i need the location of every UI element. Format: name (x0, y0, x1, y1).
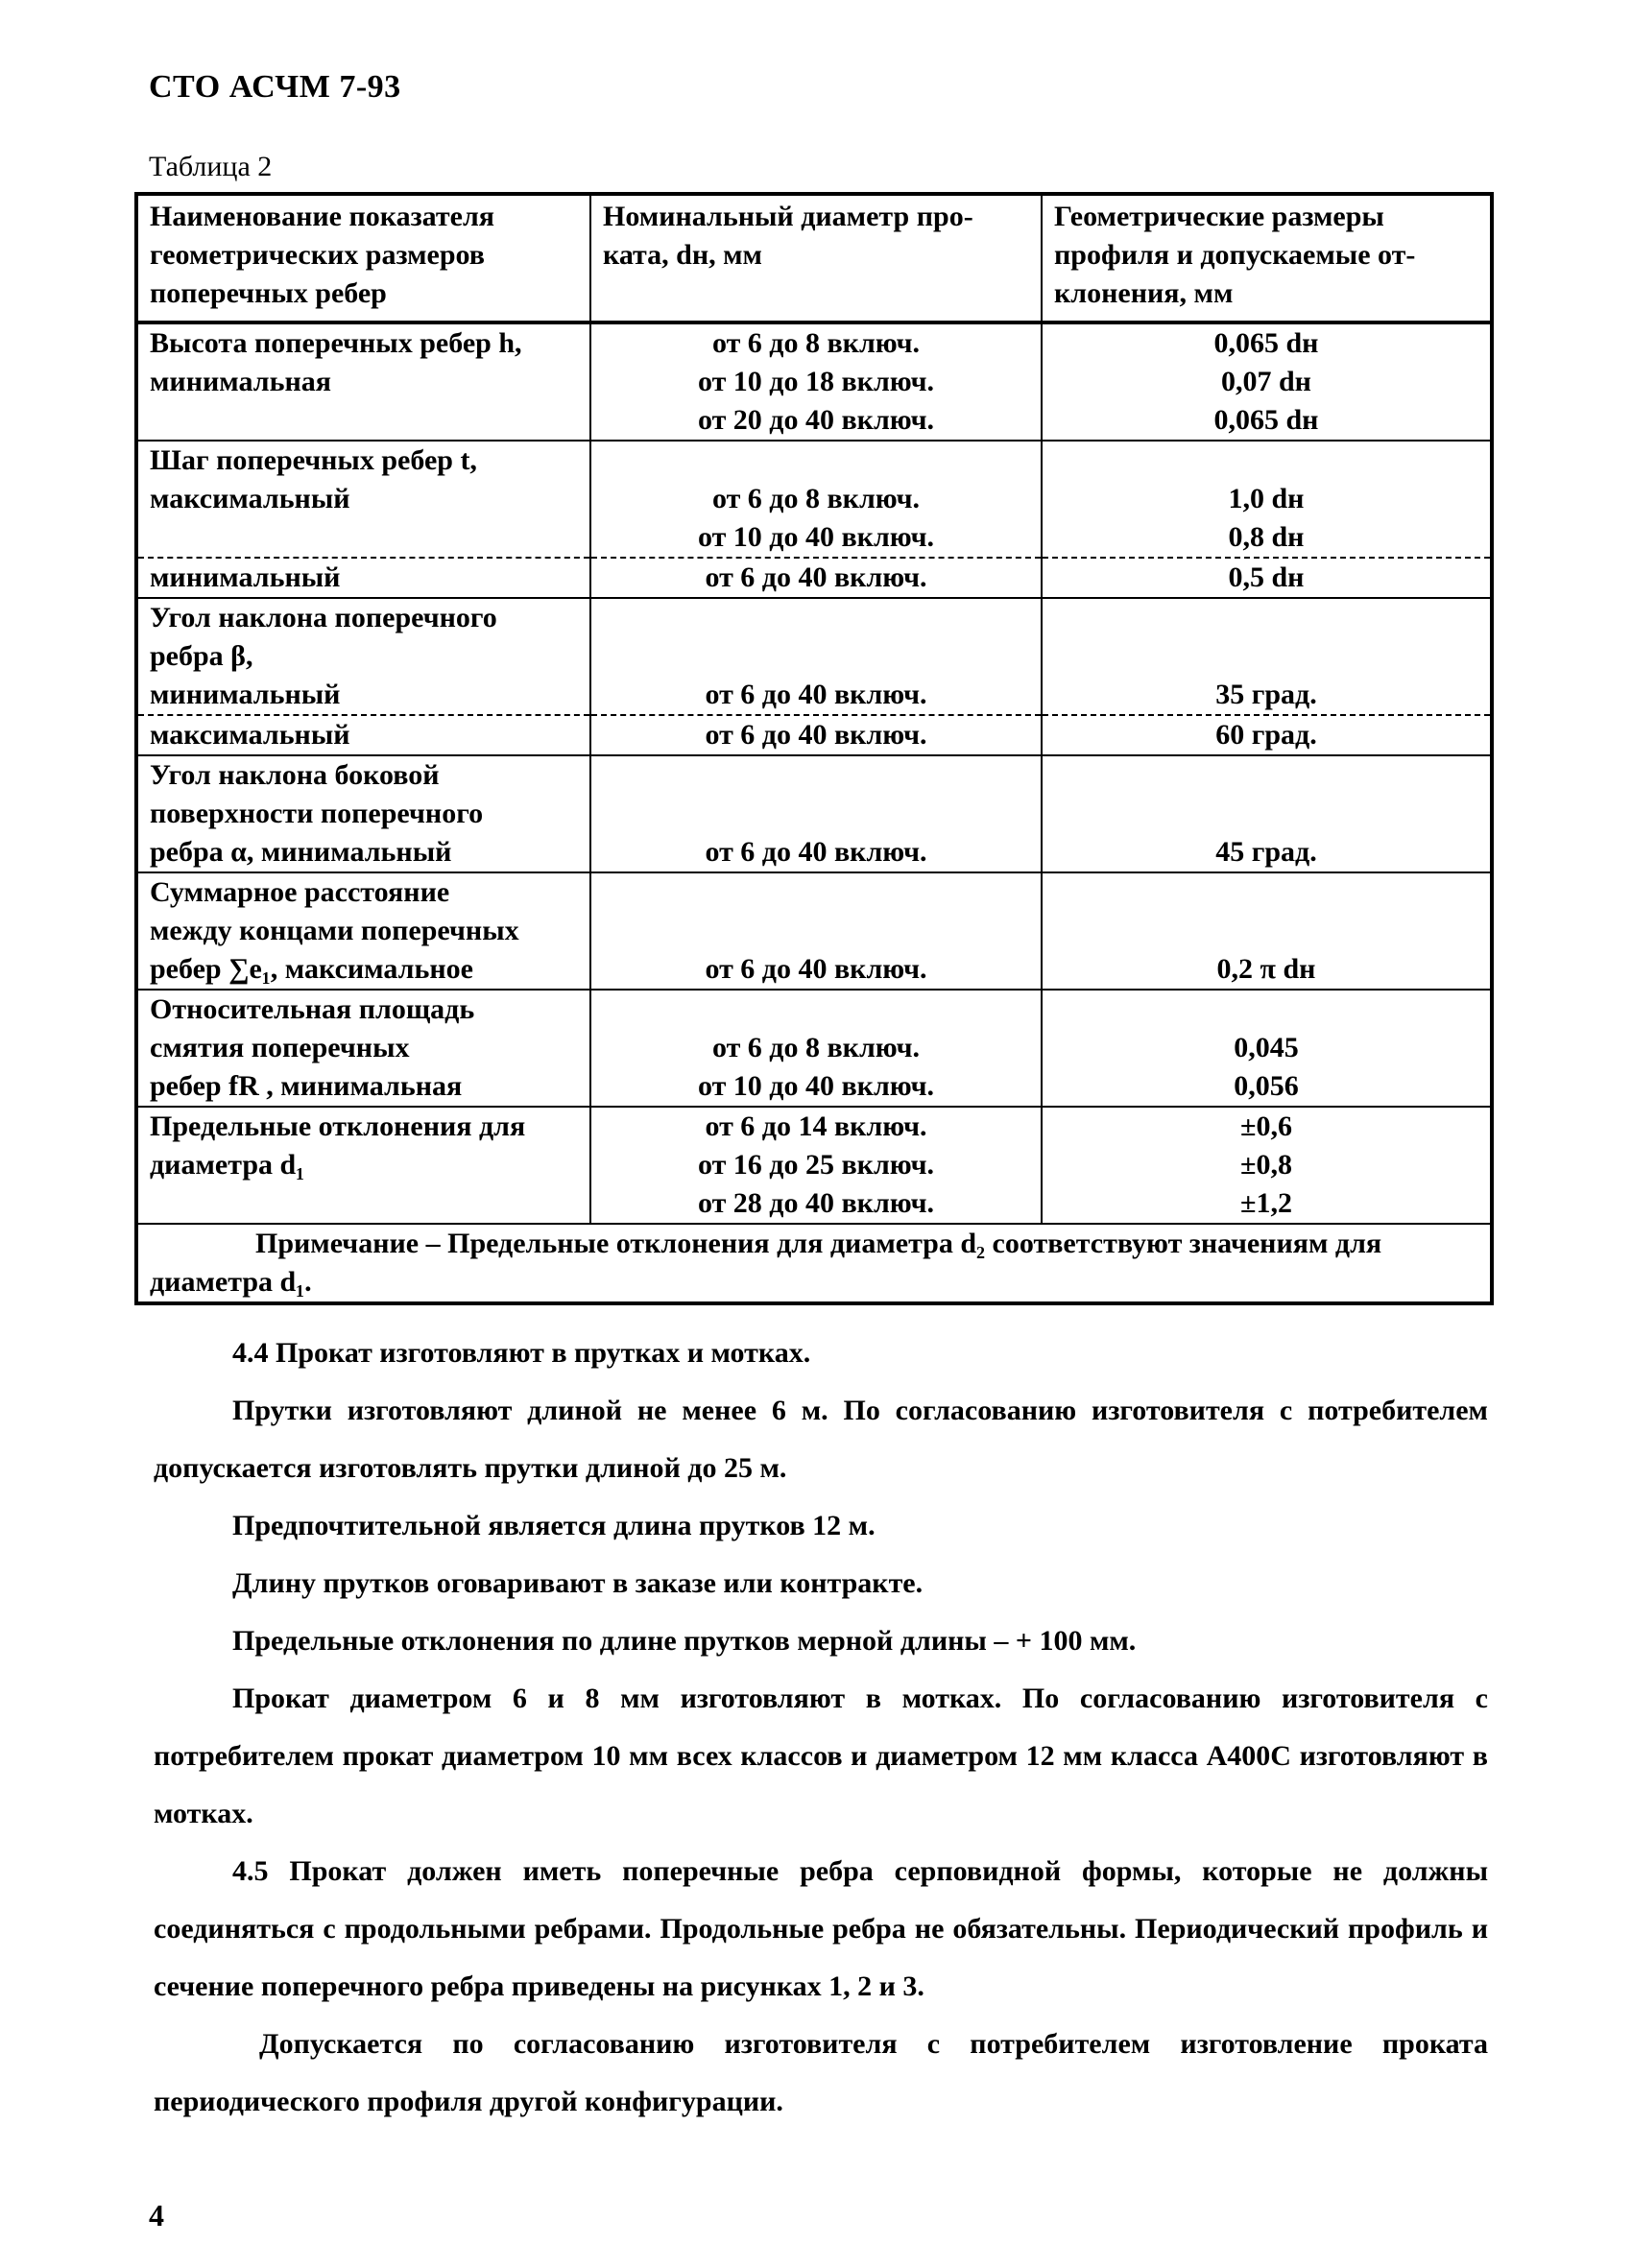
indicator-name-cell (136, 872, 590, 990)
header-line: геометрических размеров (150, 239, 485, 271)
cell-line: 1,0 dн (1228, 483, 1305, 514)
header-line: Геометрические размеры (1054, 201, 1384, 232)
cell-line: Суммарное расстояние (150, 876, 450, 908)
cell-line: ребра β, (150, 640, 253, 672)
cell-line: 60 град. (1215, 719, 1317, 751)
cell-line: от 10 до 18 включ. (697, 366, 935, 397)
cell-line (603, 442, 1029, 480)
cell-line: 0,07 dн (1221, 366, 1311, 397)
cell-line: смятия поперечных (150, 1032, 410, 1063)
cell-line: ребер fR , минимальная (150, 1070, 463, 1102)
cell-line (603, 756, 1029, 795)
nominal-diameter-cell (590, 1107, 1042, 1224)
dimension-value-cell (1042, 872, 1492, 990)
cell-line (1054, 873, 1478, 912)
paragraph: Предельные отклонения по длине прутков мерной длины – + 100 мм. (232, 1625, 1137, 1657)
cell-line: поверхности поперечного (150, 798, 484, 829)
dimension-value-cell (1042, 715, 1492, 755)
nominal-diameter-cell (590, 598, 1042, 715)
cell-line (1054, 599, 1478, 637)
cell-line: ±0,8 (1240, 1149, 1292, 1181)
dimension-value-cell (1042, 322, 1492, 441)
spec-table (134, 192, 1494, 1305)
header-cell-name (136, 194, 590, 322)
cell-line: ±0,6 (1240, 1110, 1292, 1142)
table-row (136, 990, 1492, 1107)
paragraph: Длину прутков оговаривают в заказе или контракте. (232, 1567, 924, 1599)
table-row (136, 1107, 1492, 1224)
table-row (136, 558, 1492, 598)
paragraph: Предпочтительной является длина прутков 12 м. (232, 1510, 876, 1541)
cell-line: ±1,2 (1240, 1187, 1292, 1219)
cell-line: от 6 до 8 включ. (711, 1032, 921, 1063)
table-row (136, 715, 1492, 755)
indicator-name-cell (136, 441, 590, 558)
cell-line: Шаг поперечных ребер t, (150, 444, 477, 476)
paragraph: 4.4 Прокат изготовляют в прутках и мотках. (232, 1337, 811, 1369)
dimension-value-cell (1042, 1107, 1492, 1224)
cell-line (1054, 912, 1478, 950)
cell-line (1054, 991, 1478, 1029)
cell-line: от 6 до 40 включ. (705, 679, 927, 710)
cell-line (1054, 795, 1478, 833)
cell-line: максимальный (150, 719, 350, 751)
paragraph: 4.5 Прокат должен иметь поперечные ребра серповидной формы, которые не должны соединяться с продольными ребрами. Продольные ребра не обязательны. Периодический профиль и сечение поперечного ребра приведены на рисунках 1, 2 и 3. (154, 1855, 1488, 2002)
cell-line: от 20 до 40 включ. (697, 404, 935, 436)
table-row (136, 872, 1492, 990)
nominal-diameter-cell (590, 441, 1042, 558)
table-note: Примечание – Предельные отклонения для диаметра d₂ соответствуют значениям для диаметра d₁. (136, 1224, 1492, 1303)
table-note-row (136, 1224, 1492, 1303)
body-text (154, 1325, 1488, 2131)
cell-line: Высота поперечных ребер h, (150, 327, 522, 359)
cell-line: от 28 до 40 включ. (697, 1187, 935, 1219)
header-line: Наименование показателя (150, 201, 495, 232)
header-cell-diameter (590, 194, 1042, 322)
cell-line: 35 град. (1215, 679, 1317, 710)
cell-line: от 6 до 40 включ. (705, 719, 927, 751)
paragraph: Прокат диаметром 6 и 8 мм изготовляют в мотках. По согласованию изготовителя с потребителем прокат диаметром 10 мм всех классов и диаметром 12 мм класса А400С изготовляют в мотках. (154, 1683, 1488, 1829)
header-cell-dimensions (1042, 194, 1492, 322)
table-caption: Таблица 2 (149, 151, 273, 182)
cell-line: от 6 до 14 включ. (705, 1110, 927, 1142)
indicator-name-cell (136, 990, 590, 1107)
nominal-diameter-cell (590, 715, 1042, 755)
table-row (136, 322, 1492, 441)
cell-line: максимальный (150, 483, 350, 514)
paragraph: Допускается по согласованию изготовителя с потребителем изготовление проката периодического профиля другой конфигурации. (154, 2028, 1488, 2117)
cell-line: от 6 до 40 включ. (705, 561, 927, 593)
indicator-name-cell (136, 598, 590, 715)
nominal-diameter-cell (590, 558, 1042, 598)
cell-line: минимальный (150, 561, 341, 593)
cell-line (1054, 442, 1478, 480)
indicator-name-cell (136, 1107, 590, 1224)
dimension-value-cell (1042, 441, 1492, 558)
cell-line: 0,5 dн (1228, 561, 1305, 593)
header-line: клонения, мм (1054, 277, 1234, 309)
header-line: поперечных ребер (150, 277, 387, 309)
cell-line (603, 637, 1029, 676)
cell-line: 0,045 (1234, 1032, 1299, 1063)
table-row (136, 441, 1492, 558)
cell-line (603, 991, 1029, 1029)
indicator-name-cell (136, 558, 590, 598)
indicator-name-cell (136, 715, 590, 755)
indicator-name-cell (136, 322, 590, 441)
dimension-value-cell (1042, 990, 1492, 1107)
page-number: 4 (149, 2198, 164, 2232)
cell-line (1054, 637, 1478, 676)
cell-line: минимальная (150, 366, 331, 397)
cell-line: от 6 до 8 включ. (711, 327, 921, 359)
nominal-diameter-cell (590, 872, 1042, 990)
dimension-value-cell (1042, 558, 1492, 598)
cell-line: от 10 до 40 включ. (697, 521, 935, 553)
nominal-diameter-cell (590, 322, 1042, 441)
nominal-diameter-cell (590, 990, 1042, 1107)
table-header-row (136, 194, 1492, 322)
cell-line: диаметра d₁ (150, 1149, 305, 1181)
dimension-value-cell (1042, 755, 1492, 872)
cell-line: ребра α, минимальный (150, 836, 452, 868)
cell-line: от 10 до 40 включ. (697, 1070, 935, 1102)
cell-line: минимальный (150, 679, 341, 710)
document-code: СТО АСЧМ 7-93 (149, 69, 401, 105)
cell-line: Угол наклона поперечного (150, 602, 497, 633)
spec-table-body (136, 194, 1492, 1303)
cell-line: 0,065 dн (1213, 404, 1319, 436)
nominal-diameter-cell (590, 755, 1042, 872)
cell-line (1054, 756, 1478, 795)
cell-line: от 6 до 40 включ. (705, 953, 927, 985)
cell-line: Относительная площадь (150, 993, 475, 1025)
dimension-value-cell (1042, 598, 1492, 715)
table-row (136, 755, 1492, 872)
cell-line: 45 град. (1215, 836, 1317, 868)
cell-line: ребер ∑e₁, максимальное (150, 953, 473, 985)
cell-line (603, 599, 1029, 637)
cell-line (603, 912, 1029, 950)
cell-line (603, 795, 1029, 833)
cell-line: от 6 до 8 включ. (711, 483, 921, 514)
header-line: ката, dн, мм (603, 239, 762, 271)
cell-line: Предельные отклонения для (150, 1110, 526, 1142)
paragraph: Прутки изготовляют длиной не менее 6 м. По согласованию изготовителя с потребителем допускается изготовлять прутки длиной до 25 м. (154, 1395, 1488, 1484)
indicator-name-cell (136, 755, 590, 872)
cell-line: от 16 до 25 включ. (697, 1149, 935, 1181)
cell-line: Угол наклона боковой (150, 759, 440, 791)
cell-line: 0,8 dн (1228, 521, 1305, 553)
cell-line: между концами поперечных (150, 915, 519, 946)
table-row (136, 598, 1492, 715)
header-line: профиля и допускаемые от- (1054, 239, 1416, 271)
cell-line: 0,065 dн (1213, 327, 1319, 359)
header-line: Номинальный диаметр про- (603, 201, 973, 232)
cell-line: 0,2 π dн (1216, 953, 1316, 985)
cell-line: от 6 до 40 включ. (705, 836, 927, 868)
cell-line: 0,056 (1234, 1070, 1299, 1102)
cell-line (603, 873, 1029, 912)
